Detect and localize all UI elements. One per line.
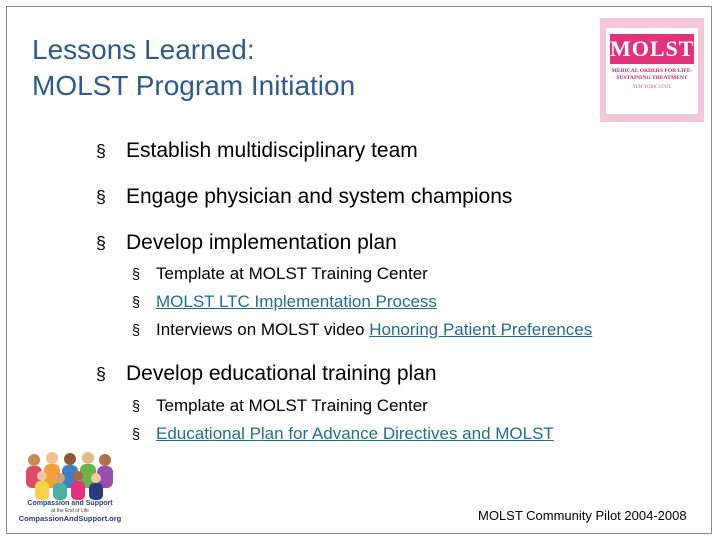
title-line-1: Lessons Learned: [32, 34, 255, 65]
link-honoring-patient-preferences[interactable]: Honoring Patient Preferences [369, 320, 593, 339]
sub-bullet-marker: § [132, 267, 141, 283]
compassion-support-logo [12, 450, 124, 524]
sub-bullet-text: Template at MOLST Training Center [156, 396, 428, 415]
people-illustration-icon [12, 450, 124, 502]
title-line-2: MOLST Program Initiation [32, 70, 356, 101]
bullet-text: Engage physician and system champions [126, 185, 513, 208]
bullet-text: Establish multidisciplinary team [126, 139, 418, 162]
molst-logo-tagline: NEW YORK STATE [632, 85, 672, 90]
compassion-support-text [18, 500, 122, 523]
bullet-text: Develop implementation plan [126, 231, 397, 254]
link-ltc-implementation-process[interactable]: MOLST LTC Implementation Process [156, 292, 437, 311]
sub-bullet-text: Interviews on MOLST video [156, 320, 370, 339]
sub-bullet-marker: § [132, 399, 141, 415]
bullet-implementation-plan [96, 231, 397, 255]
bullet-champions [96, 185, 512, 209]
sub-bullet-template-2 [132, 396, 428, 416]
link-educational-plan[interactable]: Educational Plan for Advance Directives and MOLST [156, 424, 554, 443]
cs-logo-line-1: Compassion and Support [27, 500, 113, 507]
sub-bullet-educational-link [132, 424, 554, 444]
sub-bullet-ltc-process [132, 292, 437, 312]
bullet-marker: § [96, 187, 106, 207]
slide-title [32, 32, 355, 104]
molst-logo-word: MOLST [610, 34, 694, 64]
sub-bullet-template-1 [132, 264, 428, 284]
molst-logo [600, 18, 704, 122]
sub-bullet-marker: § [132, 427, 141, 443]
cs-logo-line-2: at the End of Life [51, 508, 89, 514]
bullet-team [96, 139, 418, 163]
sub-bullet-marker: § [132, 323, 141, 339]
sub-bullet-marker: § [132, 295, 141, 311]
bullet-marker: § [96, 364, 106, 384]
molst-logo-subtitle: MEDICAL ORDERS FOR LIFE-SUSTAINING TREATMENT [611, 68, 693, 81]
molst-logo-inner [606, 28, 698, 114]
bullet-educational-plan [96, 362, 437, 386]
sub-bullet-text: Template at MOLST Training Center [156, 264, 428, 283]
bullet-marker: § [96, 233, 106, 253]
bullet-marker: § [96, 141, 106, 161]
slide-footer: MOLST Community Pilot 2004-2008 [478, 508, 687, 523]
bullet-text: Develop educational training plan [126, 362, 437, 385]
sub-bullet-interviews [132, 320, 592, 340]
cs-logo-line-3: CompassionAndSupport.org [18, 514, 122, 523]
